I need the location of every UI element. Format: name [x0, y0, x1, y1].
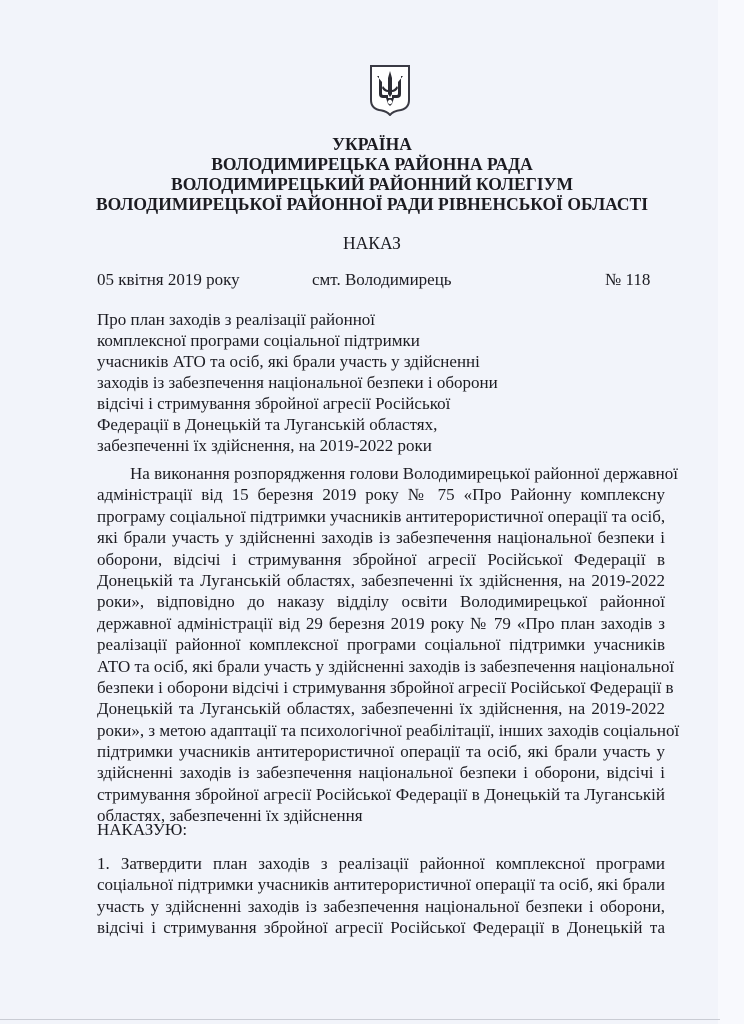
- preamble-line: безпеки і оборони відсічі і стримування збройної агресії Російської Федерації в: [97, 677, 674, 697]
- item-line: соціальної підтримки учасників антитерористичної операції та осіб, які брали: [97, 875, 665, 895]
- document-date: 05 квітня 2019 року: [97, 270, 240, 289]
- coat-of-arms-icon: [369, 64, 411, 116]
- preamble-line: На виконання розпорядження голови Володимирецької районної державної: [130, 464, 678, 483]
- preamble-line: адміністрації від 15 березня 2019 року № 75 «Про Районну комплексну: [97, 485, 665, 505]
- subject-line: учасників АТО та осіб, які брали участь у здійсненні: [97, 352, 480, 371]
- document-header: [0, 134, 744, 214]
- subject-line: Федерації в Донецькій та Луганській областях,: [97, 415, 438, 434]
- preamble-line: областях, забезпеченні їх здійснення: [97, 806, 363, 826]
- preamble-line: роки», відповідно до наказу відділу освіти Володимирецької районної: [97, 592, 665, 612]
- scan-bottom-edge: [0, 1019, 720, 1020]
- order-heading: НАКАЗУЮ:: [97, 820, 188, 839]
- preamble-line: здійсненні заходів із забезпечення національної безпеки і оборони, відсічі і: [97, 763, 665, 783]
- document-place: смт. Володимирець: [312, 270, 452, 289]
- item-line: відсічі і стримування збройної агресії Російської Федерації в Донецькій та: [97, 918, 665, 938]
- header-institution: ВОЛОДИМИРЕЦЬКИЙ РАЙОННИЙ КОЛЕГІУМ: [171, 174, 573, 194]
- preamble-line: оборони, відсічі і стримування збройної агресії Російської Федерації в: [97, 549, 665, 569]
- order-item-1: [97, 853, 665, 939]
- document-subject: [97, 309, 498, 456]
- document-number: № 118: [605, 270, 651, 289]
- item-line: участь у здійсненні заходів із забезпечення національної безпеки і оборони,: [97, 896, 665, 916]
- subject-line: відсічі і стримування збройної агресії Російської: [97, 394, 451, 413]
- preamble-line: програму соціальної підтримки учасників антитерористичної операції та осіб,: [97, 506, 666, 526]
- subject-line: заходів із забезпечення національної безпеки і оборони: [97, 373, 498, 392]
- preamble-line: АТО та осіб, які брали участь у здійсненні заходів із забезпечення національної: [97, 656, 675, 676]
- preamble-line: Донецькій та Луганській областях, забезпеченні їх здійснення, на 2019-2022: [97, 699, 665, 719]
- preamble-line: роки», з метою адаптації та психологічної реабілітації, інших заходів соціальної: [97, 720, 680, 740]
- preamble-paragraph: [97, 463, 680, 827]
- preamble-line: підтримки учасників антитерористичної операції та осіб, які брали участь у: [97, 742, 665, 762]
- item-line: 1. Затвердити план заходів з реалізації районної комплексної програми: [97, 854, 665, 873]
- subject-line: комплексної програми соціальної підтримки: [97, 331, 420, 350]
- subject-line: забезпеченні їх здійснення, на 2019-2022 роки: [97, 436, 432, 455]
- preamble-line: реалізації районної комплексної програми соціальної підтримки учасників: [97, 635, 665, 655]
- document-type: НАКАЗ: [343, 233, 401, 253]
- preamble-line: стримування збройної агресії Російської Федерації в Донецькій та Луганській: [97, 784, 665, 804]
- header-country: УКРАЇНА: [332, 134, 412, 154]
- header-region: ВОЛОДИМИРЕЦЬКОЇ РАЙОННОЇ РАДИ РІВНЕНСЬКОЇ ОБЛАСТІ: [95, 194, 649, 214]
- preamble-line: державної адміністрації від 29 березня 2019 року № 79 «Про план заходів з: [97, 613, 665, 633]
- preamble-line: які брали участь у здійсненні заходів із забезпечення національної безпеки і: [97, 528, 665, 548]
- subject-line: Про план заходів з реалізації районної: [97, 310, 376, 329]
- header-council: ВОЛОДИМИРЕЦЬКА РАЙОННА РАДА: [211, 154, 533, 174]
- preamble-line: Донецькій та Луганській областях, забезпеченні їх здійснення, на 2019-2022: [97, 570, 665, 590]
